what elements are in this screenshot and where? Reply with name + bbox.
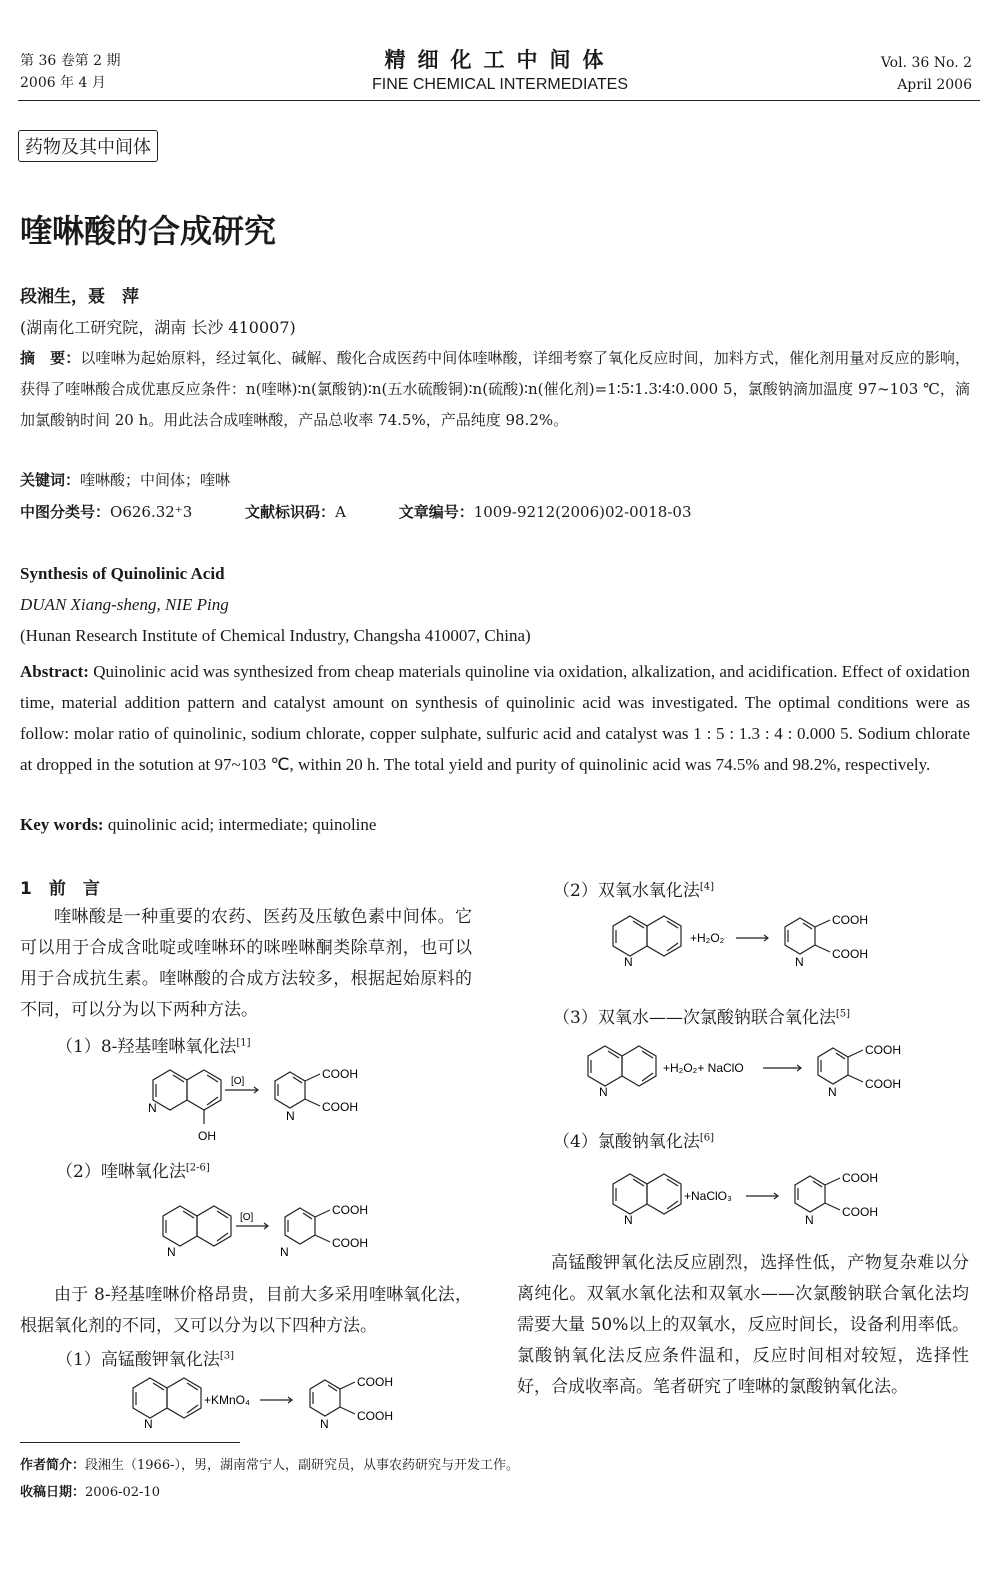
volume-cn: 第 36 卷第 2 期 — [20, 53, 121, 69]
en-authors: DUAN Xiang-sheng, NIE Ping — [20, 595, 229, 614]
volume-en: Vol. 36 No. 2 — [880, 55, 972, 71]
cooh-group: COOH — [332, 1203, 368, 1217]
method-2-heading — [56, 1157, 210, 1182]
n-atom: N — [167, 1245, 176, 1259]
n-atom: N — [144, 1417, 153, 1431]
oxidant-2-heading — [553, 876, 714, 901]
cooh-group: COOH — [357, 1375, 393, 1389]
oxidant-2-label: （2）双氧水氧化法 — [553, 881, 700, 901]
n-atom: N — [624, 955, 633, 969]
cooh-group: COOH — [842, 1205, 878, 1219]
cooh-group: COOH — [865, 1043, 901, 1057]
oxidant-1-heading — [56, 1345, 234, 1370]
cooh-group: COOH — [357, 1409, 393, 1423]
conclusion-paragraph: 高锰酸钾氧化法反应剧烈，选择性低，产物复杂难以分离纯化。双氧水氧化法和双氧水——次氯酸钠联合氧化法均需要大量 50%以上的双氧水，反应时间长，设备利用率低。氯酸钠氧化法反应条件温和，反应时间相对较短，选择性好，合成收率高。笔者研究了喹啉的氯酸钠氧化法。 — [517, 1253, 969, 1397]
received-date — [20, 1481, 160, 1500]
received-value: 2006-02-10 — [85, 1485, 160, 1500]
cooh-group: COOH — [322, 1100, 358, 1114]
en-keywords — [20, 815, 376, 835]
h2o2-naclo-label: +H₂O₂+ NaClO — [663, 1061, 744, 1075]
oxidant-2-ref: [4] — [699, 881, 714, 893]
journal-name — [0, 44, 1000, 94]
cn-affiliation: (湖南化工研究院，湖南 长沙 410007) — [20, 318, 296, 337]
cooh-group: COOH — [842, 1171, 878, 1185]
en-title: Synthesis of Quinolinic Acid — [20, 564, 225, 583]
received-label: 收稿日期： — [20, 1485, 86, 1500]
doc-code-label: 文献标识码： — [245, 503, 336, 521]
author-bio — [20, 1454, 519, 1473]
n-atom: N — [624, 1213, 633, 1227]
document-code — [245, 503, 346, 521]
article-id-label: 文章编号： — [398, 503, 474, 521]
article-id — [399, 503, 692, 521]
author-bio-label: 作者简介： — [20, 1458, 86, 1473]
reaction-quinoline-oxidation — [150, 1196, 400, 1266]
oxidant-3-label: （3）双氧水——次氯酸钠联合氧化法 — [553, 1008, 836, 1028]
en-abstract-label: Abstract: — [20, 662, 89, 681]
n-atom: N — [805, 1213, 814, 1227]
n-atom: N — [148, 1101, 157, 1115]
pyridine-ring — [153, 1070, 187, 1110]
oxidant-label: [O] — [231, 1076, 245, 1087]
oxidant-1-label: （1）高锰酸钾氧化法 — [56, 1350, 220, 1370]
clc-label: 中图分类号： — [20, 503, 111, 521]
footnote-rule — [20, 1442, 240, 1443]
oxidant-4-heading — [553, 1127, 714, 1152]
naclo3-label: +NaClO₃ — [684, 1189, 732, 1203]
en-keywords-label: Key words: — [20, 815, 104, 834]
n-atom: N — [828, 1085, 837, 1099]
date-en: April 2006 — [897, 77, 972, 93]
kmno4-label: +KMnO₄ — [204, 1393, 250, 1407]
oxidant-label: [O] — [240, 1212, 254, 1223]
method-1-ref: [1] — [236, 1037, 251, 1049]
classification-row — [20, 501, 970, 522]
oh-group: OH — [198, 1129, 216, 1143]
journal-name-en: FINE CHEMICAL INTERMEDIATES — [371, 76, 629, 93]
date-cn: 2006 年 4 月 — [20, 75, 106, 91]
oxidant-4-label: （4）氯酸钠氧化法 — [553, 1132, 700, 1152]
author-bio-text: 段湘生（1966-），男，湖南常宁人，副研究员，从事农药研究与开发工作。 — [85, 1458, 519, 1473]
cooh-group: COOH — [322, 1067, 358, 1081]
clc-number — [20, 503, 192, 521]
paper-title: 喹啉酸的合成研究 — [20, 212, 277, 250]
en-abstract — [20, 656, 970, 780]
header-volume-en — [881, 52, 972, 96]
cn-authors: 段湘生，聂 萍 — [20, 287, 139, 307]
article-id-value: 1009-9212(2006)02-0018-03 — [473, 503, 692, 521]
doc-code-value: A — [335, 503, 346, 521]
en-keywords-text: quinolinic acid; intermediate; quinoline — [103, 815, 377, 834]
method-1-heading — [56, 1032, 251, 1057]
reaction-naclo3 — [600, 1168, 910, 1230]
en-abstract-text: Quinolinic acid was synthesized from cheap materials quinoline via oxidation, alkalization, and acidification. Effect of oxidation time, material addition pattern and catalyst amount on synthesis of quinolinic acid was investigated. The optimal conditions were as follow: molar ratio of quinolinic, sodium chlorate, copper sulphate, sulfuric acid and catalyst was 1 : 5 : 1.3 : 4 : 0.000 5. Sodium chlorate at dropped in the sotution at 97~103 ℃, within 20 h. The total yield and purity of quinolinic acid was 74.5% and 98.2%, respectively. — [20, 662, 970, 774]
n-atom: N — [795, 955, 804, 969]
cooh-group: COOH — [332, 1236, 368, 1250]
n-atom: N — [286, 1109, 295, 1123]
header-rule — [18, 100, 980, 101]
clc-value: O626.32⁺3 — [110, 503, 193, 521]
cn-abstract-text: 以喹啉为起始原料，经过氧化、碱解、酸化合成医药中间体喹啉酸，详细考察了氧化反应时间，加料方式，催化剂用量对反应的影响，获得了喹啉酸合成优惠反应条件：n(喹啉)∶n(氯酸钠)∶n(五水硫酸铜)∶n(硫酸)∶n(催化剂)=1∶5∶1.3∶4∶0.000 5，氯酸钠滴加温度 97~103 ℃，滴加氯酸钠时间 20 h。用此法合成喹啉酸，产品总收率 74.5%，产品纯度 98.2%。 — [20, 349, 970, 429]
oxidant-3-ref: [5] — [835, 1008, 850, 1020]
en-affiliation: (Hunan Research Institute of Chemical Industry, Changsha 410007, China) — [20, 626, 531, 645]
cn-abstract — [20, 343, 970, 436]
column-tag: 药物及其中间体 — [18, 130, 158, 162]
cn-keywords-label: 关键词： — [20, 471, 81, 489]
benzene-ring — [187, 1070, 221, 1110]
cooh-group: COOH — [832, 947, 868, 961]
oxidant-1-ref: [3] — [219, 1350, 234, 1362]
oxidant-4-ref: [6] — [699, 1132, 714, 1144]
cn-abstract-label: 摘 要： — [20, 349, 81, 367]
h2o2-label: +H₂O₂ — [690, 931, 725, 945]
cn-keywords — [20, 469, 230, 490]
cn-keywords-text: 喹啉酸；中间体；喹啉 — [80, 471, 231, 489]
paragraph-2: 由于 8-羟基喹啉价格昂贵，目前大多采用喹啉氧化法，根据氧化剂的不同，又可以分为以下四种方法。 — [20, 1285, 472, 1336]
method-1-label: （1）8-羟基喹啉氧化法 — [56, 1037, 237, 1057]
n-atom: N — [280, 1245, 289, 1259]
oxidant-3-heading — [553, 1003, 850, 1028]
reaction-8-hydroxyquinoline — [140, 1060, 380, 1148]
reaction-h2o2-naclo — [575, 1040, 915, 1102]
n-atom: N — [599, 1085, 608, 1099]
method-2-ref: [2-6] — [185, 1162, 210, 1174]
n-atom: N — [320, 1417, 329, 1431]
cooh-group: COOH — [865, 1077, 901, 1091]
cooh-group: COOH — [832, 913, 868, 927]
journal-name-cn: 精细化工中间体 — [384, 48, 616, 72]
section-heading: 1 前 言 — [20, 879, 100, 899]
method-2-label: （2）喹啉氧化法 — [56, 1162, 186, 1182]
reaction-h2o2 — [600, 910, 900, 972]
intro-paragraph: 喹啉酸是一种重要的农药、医药及压敏色素中间体。它可以用于合成含吡啶或喹啉环的咪唑啉酮类除草剂，也可以用于合成抗生素。喹啉酸的合成方法较多，根据起始原料的不同，可以分为以下两种方法。 — [20, 907, 472, 1020]
reaction-kmno4 — [120, 1372, 420, 1432]
